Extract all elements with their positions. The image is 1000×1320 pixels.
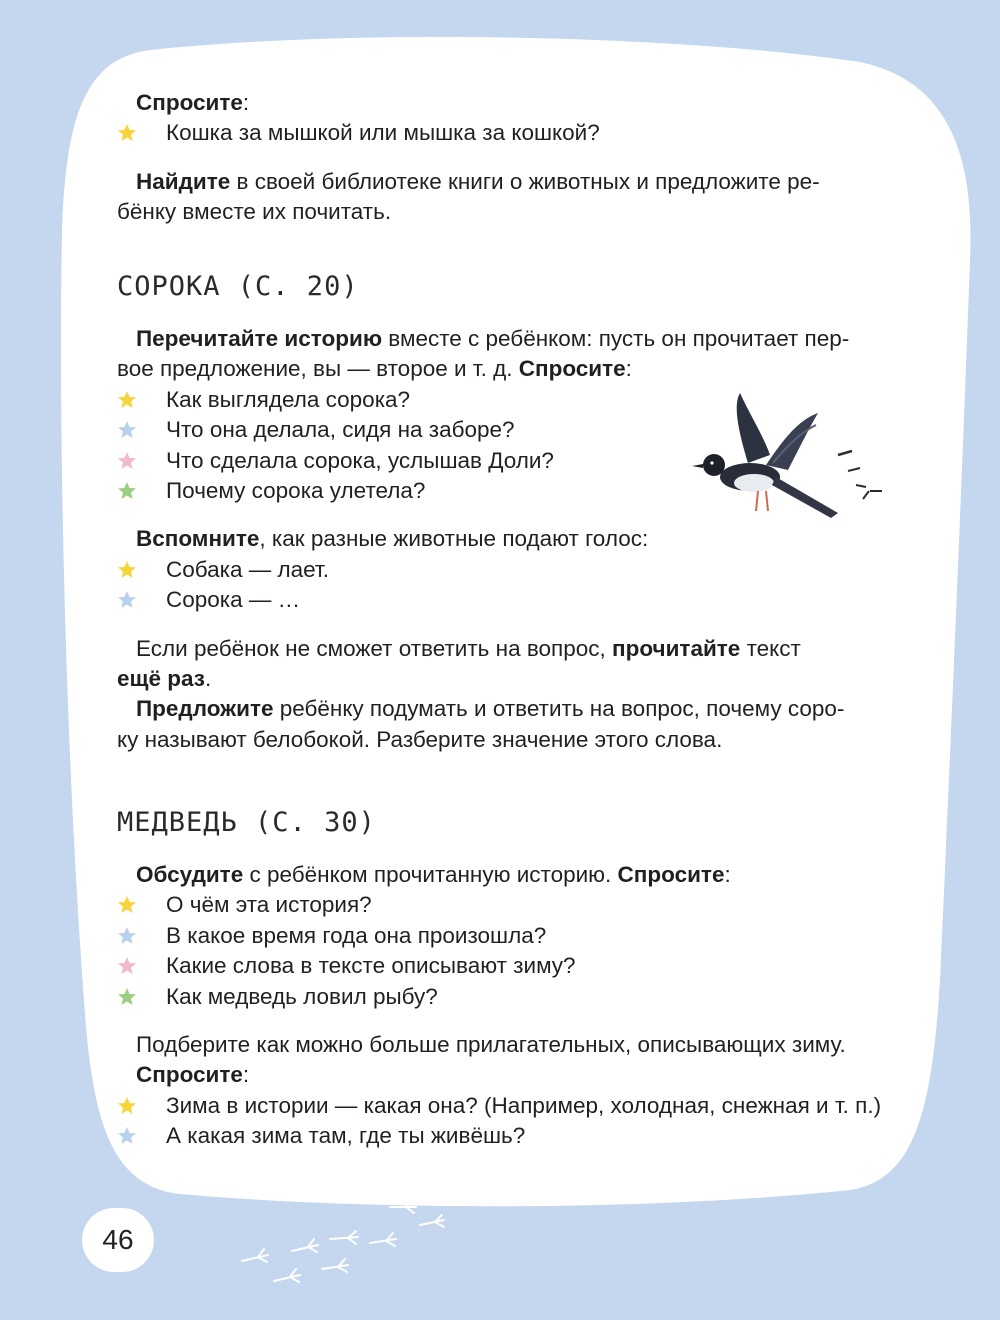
page-content [117,0,917,1320]
adjectives-paragraph: Подберите как можно больше прилагательных, описывающих зиму. [136,1031,846,1057]
list-item: Что она делала, сидя на заборе? [117,415,897,445]
reread-paragraph-cont: вое предложение, вы — второе и т. д. Спросите: [117,356,632,382]
page-number: 46 [82,1208,154,1272]
star-icon [117,987,137,1007]
list-item: Как выглядела сорока? [117,385,897,415]
list-item: Зима в истории — какая она? (Например, холодная, снежная и т. п.) [117,1091,897,1121]
list-item: Сорока — … [117,585,897,615]
adjectives-ask-line: Спросите: [136,1062,250,1088]
list-item: Какие слова в тексте описывают зиму? [117,951,897,981]
list-item: Кошка за мышкой или мышка за кошкой? [117,118,897,148]
medved-question-list [117,890,897,1012]
magpie-illustration [688,385,888,530]
intro-block [117,88,897,228]
medved-block [117,860,897,1152]
intro-question-list [117,118,897,148]
section-title-medved: МЕДВЕДЬ (С. 30) [117,807,376,838]
star-icon [117,123,137,143]
list-item: Собака — лает. [117,555,897,585]
list-item: А какая зима там, где ты живёшь? [117,1121,897,1151]
list-item: О чём эта история? [117,890,897,920]
intro-ask-line: Спросите: [136,90,250,115]
reread-again-paragraph-cont: ещё раз. [117,665,212,691]
star-icon [117,895,137,915]
star-icon [117,451,137,471]
recall-paragraph: Вспомните, как разные животные подают голос: [136,526,649,552]
star-icon [117,481,137,501]
list-item: Как медведь ловил рыбу? [117,982,897,1012]
suggest-paragraph: Предложите ребёнку подумать и ответить на вопрос, почему соро- [136,696,845,722]
star-icon [117,1096,137,1116]
star-icon [117,926,137,946]
list-item: Почему сорока улетела? [117,476,897,506]
section-title-soroka: СОРОКА (С. 20) [117,271,359,302]
bird-tracks-decoration [230,1185,480,1295]
voice-list [117,555,897,616]
reread-paragraph: Перечитайте историю вместе с ребёнком: пусть он прочитает пер- [136,326,850,351]
magpie-bird [692,393,882,518]
star-icon [117,1126,137,1146]
find-books-paragraph: Найдите в своей библиотеке книги о животных и предложите ре- [136,168,820,194]
star-icon [117,420,137,440]
star-icon [117,590,137,610]
reread-again-paragraph: Если ребёнок не сможет ответить на вопрос, прочитайте текст [136,635,801,661]
list-item: В какое время года она произошла? [117,921,897,951]
star-icon [117,560,137,580]
find-books-paragraph-cont: бёнку вместе их почитать. [117,199,392,225]
suggest-paragraph-cont: ку называют белобокой. Разберите значение этого слова. [117,726,723,752]
winter-question-list [117,1091,897,1152]
discuss-paragraph: Обсудите с ребёнком прочитанную историю. Спросите: [136,862,731,887]
star-icon [117,956,137,976]
star-icon [117,390,137,410]
list-item: Что сделала сорока, услышав Доли? [117,446,897,476]
